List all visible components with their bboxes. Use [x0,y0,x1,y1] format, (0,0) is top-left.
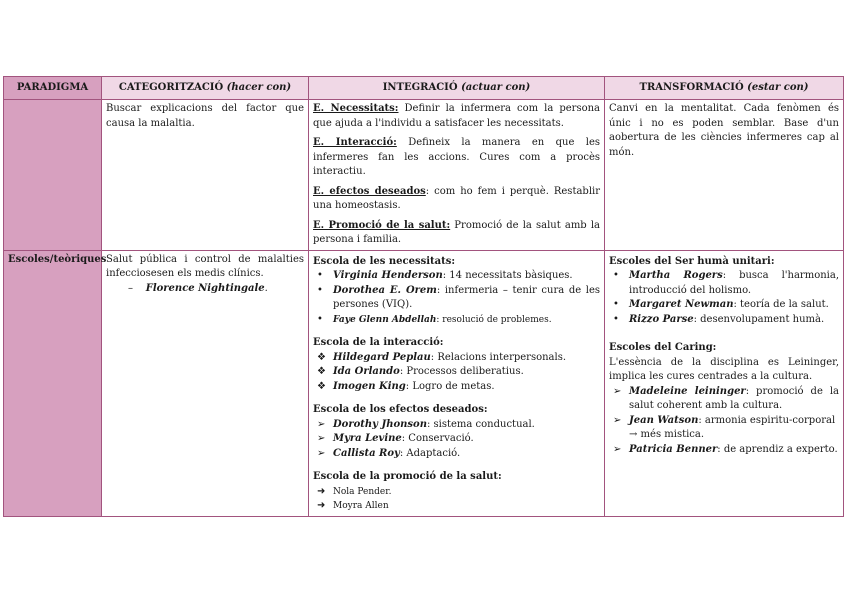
arrowhead-bullet-icon: ➢ [613,414,622,426]
arrowhead-bullet-icon: ➢ [613,385,622,397]
arrowhead-bullet-icon: ➢ [613,443,622,455]
arrowhead-bullet-icon: ➢ [317,447,326,459]
theorist-name: Callista Roy [333,447,400,459]
theorist-name: Hildegard Peplau [333,351,431,363]
def-efectos: : com ho fem i perquè. Restablir una homeostasis. [313,185,601,211]
theorist-name: Virginia Henderson [333,270,443,281]
row1-transformacio: Canvi en la mentalitat. Cada fenòmen és únic i no es poden semblar. Base d'un aobertura de les ciències infermeres cap al món. [605,100,844,251]
theorist-text: : de aprendiz a experto. [717,443,838,455]
theorist-text: : promoció de la salut coherent amb la cultura. [629,385,839,411]
theorist-name: Dorothy Jhonson [333,418,427,430]
theorist-text: : 14 necessitats bàsiques. [442,270,573,281]
promocio-list [313,485,600,514]
row2-categoritzacio [102,250,309,516]
efectos-title: Escola de los efectos deseados: [313,404,488,415]
list-item [313,269,600,284]
interaccio-list [313,351,600,395]
theorist-name: Margaret Newman [629,299,734,310]
dash-bullet-icon: – [128,282,146,294]
list-item [313,418,600,433]
list-item [313,313,600,328]
theorist-text: : armonia espiritu-corporal → més mistica. [629,414,836,440]
theorist-rest: . [264,282,268,294]
theorist-text: : infermeria – tenir cura de les persones (VIQ). [333,284,600,310]
theorist-text: : Relacions interpersonals. [430,351,567,363]
arrowhead-bullet-icon: ➢ [317,418,326,430]
ser-title: Escoles del Ser humà unitari: [609,255,775,267]
list-item [313,499,600,514]
header-integracio [309,77,605,100]
caring-list [609,385,839,458]
theorist-text: : busca l'harmonia, introducció del holismo. [629,270,839,296]
row1-label [4,100,102,251]
theorist-text: : sistema conductual. [426,418,535,430]
header-transformacio [605,77,844,100]
theorist-text: : Logro de metas. [405,380,495,392]
list-item [609,269,839,298]
arrow-bullet-icon: ➜ [317,485,326,497]
interaccio-title: Escola de la interacció: [313,337,444,348]
term-interaccio: E. Interacció: [313,137,397,148]
theorist-name: Dorothea E. Orem [333,284,437,296]
efectos-list [313,418,600,462]
theorist-name: Myra Levine [333,433,402,444]
row1-integracio [309,100,605,251]
theorist-name: Madeleine leininger [629,385,746,397]
term-promocio: E. Promoció de la salut: [313,219,451,231]
arrowhead-bullet-icon: ➢ [317,433,326,444]
theorist-name: Jean Watson [629,414,699,426]
arrow-bullet-icon: ➜ [317,500,326,511]
theorist-name: Patricia Benner [629,443,718,455]
caring-title: Escoles del Caring: [609,342,717,353]
header-integracio-title: INTEGRACIÓ [382,81,458,93]
theorist-name: Florence Nightingale [145,282,265,294]
list-item [609,313,839,328]
theorist-text: : teoría de la salut. [733,299,829,310]
ser-list [609,269,839,327]
bullet-icon: • [317,313,323,325]
theorist-name: Nola Pender. [333,486,392,497]
diamond-bullet-icon: ❖ [317,366,326,377]
theorist-text: : Conservació. [401,433,474,444]
list-item [313,380,600,395]
theorist-text: : resolució de problemes. [436,314,552,325]
theorist-name: Rizzo Parse [629,313,694,325]
theorist-text: : Adaptació. [399,447,461,459]
theorist-text: : Processos deliberatius. [399,366,524,377]
term-efectos: E. efectos deseados [313,185,426,197]
integracio-promocio-def [313,219,600,248]
header-row [4,77,844,100]
theorist-name: Faye Glenn Abdellah [333,314,437,325]
theorist-text: : desenvolupament humà. [693,313,825,325]
header-integracio-sub: (actuar con) [461,81,531,93]
theorist-name: Martha Rogers [629,270,723,281]
header-paradigma: PARADIGMA [4,77,102,100]
list-item [313,447,600,462]
integracio-efectos-def [313,185,600,214]
row2-label: Escoles/teòriques [4,250,102,516]
def-promocio: Promoció de la salut amb la persona i familia. [313,219,600,245]
bullet-icon: • [317,270,323,281]
list-item [313,432,600,447]
header-transformacio-sub: (estar con) [747,81,809,93]
header-categoritzacio [102,77,309,100]
necessitats-title: Escola de les necessitats: [313,255,456,267]
header-transformacio-title: TRANSFORMACIÓ [639,81,744,93]
row2-transformacio [605,250,844,516]
integracio-necessitats-def [313,102,600,131]
promocio-title: Escola de la promoció de la salut: [313,471,502,482]
list-item [609,385,839,414]
list-item [609,443,839,458]
caring-intro: L'essència de la disciplina es Leininger, implica les cures centrades a la cultura. [609,356,839,382]
schools-row [4,250,844,516]
necessitats-list [313,269,600,327]
diamond-bullet-icon: ❖ [317,380,326,392]
row2-integracio [309,250,605,516]
header-categoritzacio-sub: (hacer con) [226,81,292,93]
bullet-icon: • [613,313,619,325]
theorist-name: Imogen King [333,380,406,392]
list-item [313,485,600,500]
list-item [609,298,839,313]
paradigm-table [3,76,844,517]
row1-categoritzacio: Buscar explicacions del factor que causa la malaltia. [102,100,309,251]
bullet-icon: • [317,284,323,296]
list-item [609,414,839,443]
theorist-name: Moyra Allen [333,501,389,511]
categoritzacio-schools-text: Salut pública i control de malalties infecciosesen els medis clínics. [106,253,304,279]
categoritzacio-item [106,282,304,297]
header-categoritzacio-title: CATEGORITZACIÓ [118,81,224,93]
definition-row [4,100,844,251]
def-interaccio: Defineix la manera en que les infermeres fan les accions. Cures com a procès interactiu. [313,137,600,177]
term-necessitats: E. Necessitats: [313,103,399,114]
bullet-icon: • [613,270,619,281]
theorist-name: Ida Orlando [333,366,400,377]
def-necessitats: Definir la infermera com la persona que ajuda a l'individu a satisfacer les necessitats. [313,103,600,129]
diamond-bullet-icon: ❖ [317,351,326,363]
list-item [313,365,600,380]
integracio-interaccio-def [313,136,600,180]
bullet-icon: • [613,299,619,310]
list-item [313,351,600,366]
list-item [313,284,600,313]
